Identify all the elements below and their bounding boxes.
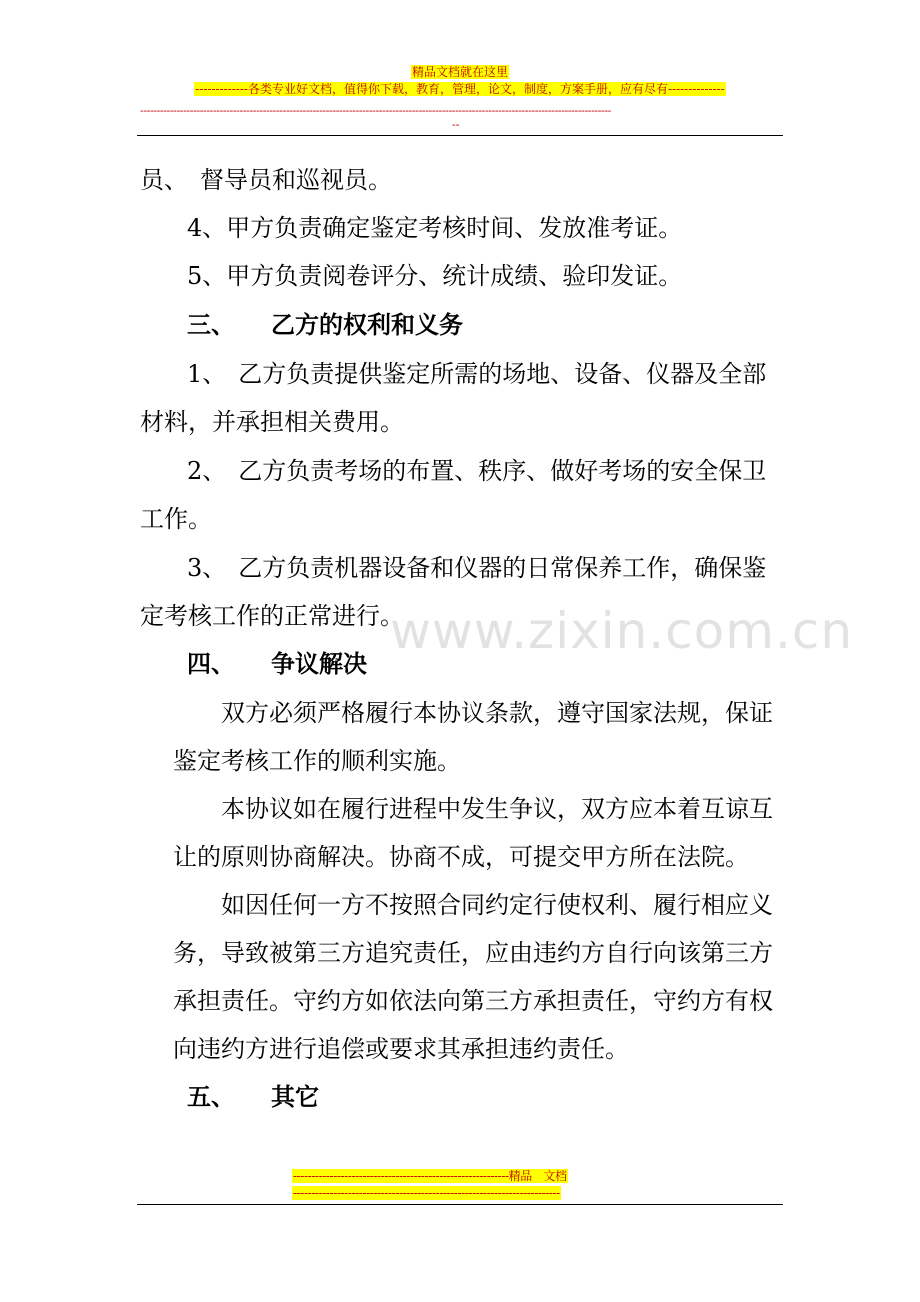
body-line: 3、 乙方负责机器设备和仪器的日常保养工作，确保鉴 (187, 554, 767, 582)
body-line: 鉴定考核工作的顺利实施。 (173, 747, 461, 775)
header-rule (137, 135, 783, 136)
body-line: 定考核工作的正常进行。 (140, 602, 404, 630)
footer-line1: -----------------------------------------------------------精品 文档 (293, 1169, 567, 1183)
section-heading: 五、 其它 (187, 1082, 319, 1111)
section-heading: 四、 争议解决 (187, 649, 367, 678)
header-tagline: -------------各类专业好文档，值得你下载，教育，管理，论文，制度，方案手册，应有尽有-------------- (195, 82, 725, 96)
body-line: 1、 乙方负责提供鉴定所需的场地、设备、仪器及全部 (187, 360, 767, 388)
footer-line2: ------------------------------------------------------------------------- (293, 1186, 560, 1200)
watermark: www.zixin.com.cn (390, 602, 854, 660)
header-title: 精品文档就在这里 (411, 65, 508, 79)
body-line: 向违约方进行追偿或要求其承担违约责任。 (173, 1035, 629, 1063)
body-line: 如因任何一方不按照合同约定行使权利、履行相应义 (221, 891, 773, 919)
section-heading: 三、 乙方的权利和义务 (187, 310, 463, 339)
body-line: 承担责任。守约方如依法向第三方承担责任，守约方有权 (173, 987, 773, 1015)
header-dashes: ---------------------------------------------------------------------------------------------------------------------------------------------- (140, 104, 611, 117)
body-line: 双方必须严格履行本协议条款，遵守国家法规，保证 (221, 699, 773, 727)
body-line: 材料，并承担相关费用。 (140, 408, 404, 436)
body-line: 让的原则协商解决。协商不成，可提交甲方所在法院。 (173, 843, 749, 871)
body-line: 工作。 (140, 505, 212, 533)
body-line: 员、 督导员和巡视员。 (140, 166, 392, 194)
page-footer (292, 1168, 568, 1202)
body-line: 本协议如在履行进程中发生争议，双方应本着互谅互 (221, 795, 773, 823)
body-line: 4、甲方负责确定鉴定考核时间、发放准考证。 (187, 214, 683, 242)
body-line: 务，导致被第三方追究责任，应由违约方自行向该第三方 (173, 939, 773, 967)
footer-rule (137, 1204, 783, 1205)
body-line: 2、 乙方负责考场的布置、秩序、做好考场的安全保卫 (187, 457, 767, 485)
body-line: 5、甲方负责阅卷评分、统计成绩、验印发证。 (187, 262, 683, 290)
page-header (0, 64, 920, 98)
header-dashes-continued: -- (452, 118, 460, 131)
